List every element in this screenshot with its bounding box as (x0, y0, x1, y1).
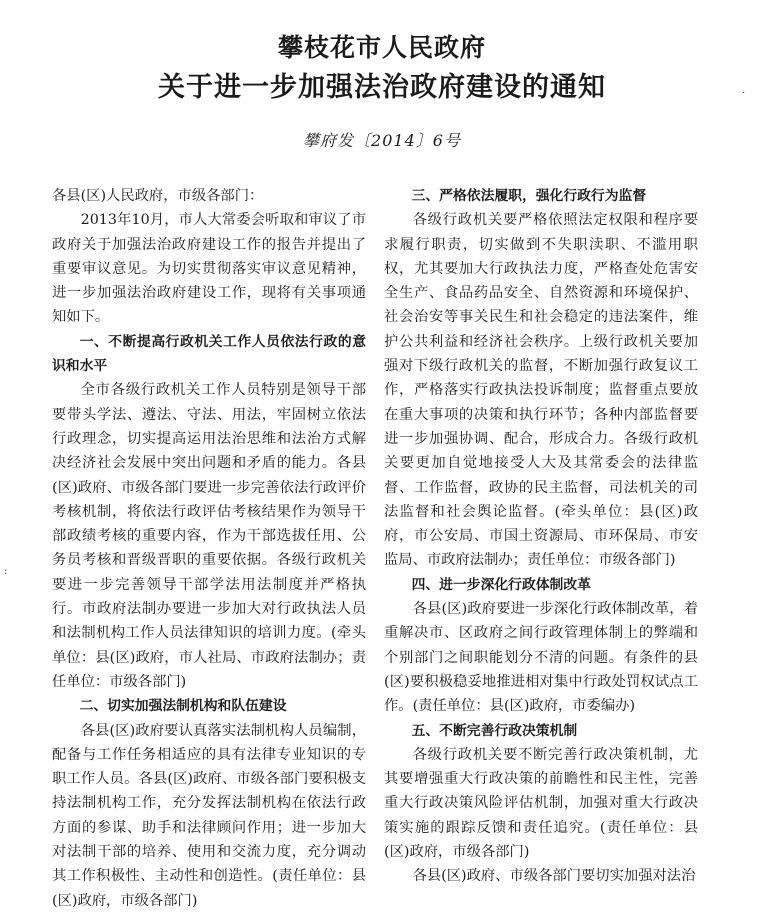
section-heading: 二、切实加强法制机构和队伍建设 (79, 698, 287, 715)
left-column (52, 184, 366, 909)
paragraph: 各级行政机关要不断完善行政决策机制，尤其要增强重大行政决策的前瞻性和民主性，完善重大行政决策风险评估机制，加强对重大行政决策实施的跟踪反馈和责任追究。(责任单位：县(区)政府，市级各部门) (384, 746, 698, 861)
section-heading: 一、不断提高行政机关工作人员依法行政的意识和水平 (52, 333, 366, 375)
section-heading: 四、进一步深化行政体制改革 (411, 576, 591, 593)
scan-mark: · (742, 88, 746, 99)
paragraph: 全市各级行政机关工作人员特别是领导干部要带头学法、遵法、守法、用法，牢固树立依法行政理念，切实提高运用法治思维和法治方式解决经济社会发展中突出问题和矛盾的能力。各县(区)政府、市级各部门要进一步完善依法行政评价考核机制，将依法行政评估考核结果作为领导干部政绩考核的重要内容，作为干部选拔任用、公务员考核和晋级晋职的重要依据。各级行政机关要进一步完善领导干部学法用法制度并严格执行。市政府法制办要进一步加大对行政执法人员和法制机构工作人员法律知识的培训力度。(牵头单位：县(区)政府，市人社局、市政府法制办；责任单位：市级各部门) (52, 382, 366, 690)
paragraph: 2013年10月，市人大常委会听取和审议了市政府关于加强法治政府建设工作的报告并提出了重要审议意见。为切实贯彻落实审议意见精神，进一步加强法治政府建设工作，现将有关事项通知如下。 (52, 212, 366, 326)
paragraph: 各县(区)人民政府，市级各部门： (52, 188, 264, 204)
document-number: 攀府发〔2014〕6号 (303, 131, 461, 150)
document-title-line2: 关于进一步加强法治政府建设的通知 (158, 72, 606, 103)
section-heading: 五、不断完善行政决策机制 (411, 722, 578, 739)
paragraph: 各县(区)政府要进一步深化行政体制改革，着重解决市、区政府之间行政管理体制上的弊端和个别部门之间职能划分不清的问题。有条件的县(区)要积极稳妥地推进相对集中行政处罚权试点工作。(责任单位：县(区)政府，市委编办) (384, 601, 698, 715)
right-column (384, 184, 698, 885)
scan-mark: : (4, 566, 8, 577)
paragraph: 各县(区)政府、市级各部门要切实加强对法治 (412, 868, 696, 885)
section-heading: 三、严格依法履职，强化行政行为监督 (411, 188, 647, 204)
paragraph: 各级行政机关要严格依照法定权限和程序要求履行职责，切实做到不失职渎职、不滥用职权，尤其要加大行政执法力度，严格查处危害安全生产、食品药品安全、自然资源和环境保护、社会治安等事关民生和社会稳定的违法案件，维护公共利益和经济社会秩序。上级行政机关要加强对下级行政机关的监督，不断加强行政复议工作，严格落实行政执法投诉制度；监督重点要放在重大事项的决策和执行环节；各种内部监督要进一步加强协调、配合，形成合力。各级行政机关要更加自觉地接受人大及其常委会的法律监督、工作监督，政协的民主监督，司法机关的司法监督和社会舆论监督。(牵头单位：县(区)政府，市公安局、市国土资源局、市环保局、市安监局、市政府法制办；责任单位：市级各部门) (384, 212, 698, 569)
paragraph: 各县(区)政府要认真落实法制机构人员编制，配备与工作任务相适应的具有法律专业知识的专职工作人员。各县(区)政府、市级各部门要积极支持法制机构工作，充分发挥法制机构在依法行政方面的参谋、助手和法律顾问作用；进一步加大对法制干部的培养、使用和交流力度，充分调动其工作积极性、主动性和创造性。(责任单位：县(区)政府，市级各部门) (52, 722, 366, 909)
document-title-line1: 攀枝花市人民政府 (277, 33, 486, 62)
